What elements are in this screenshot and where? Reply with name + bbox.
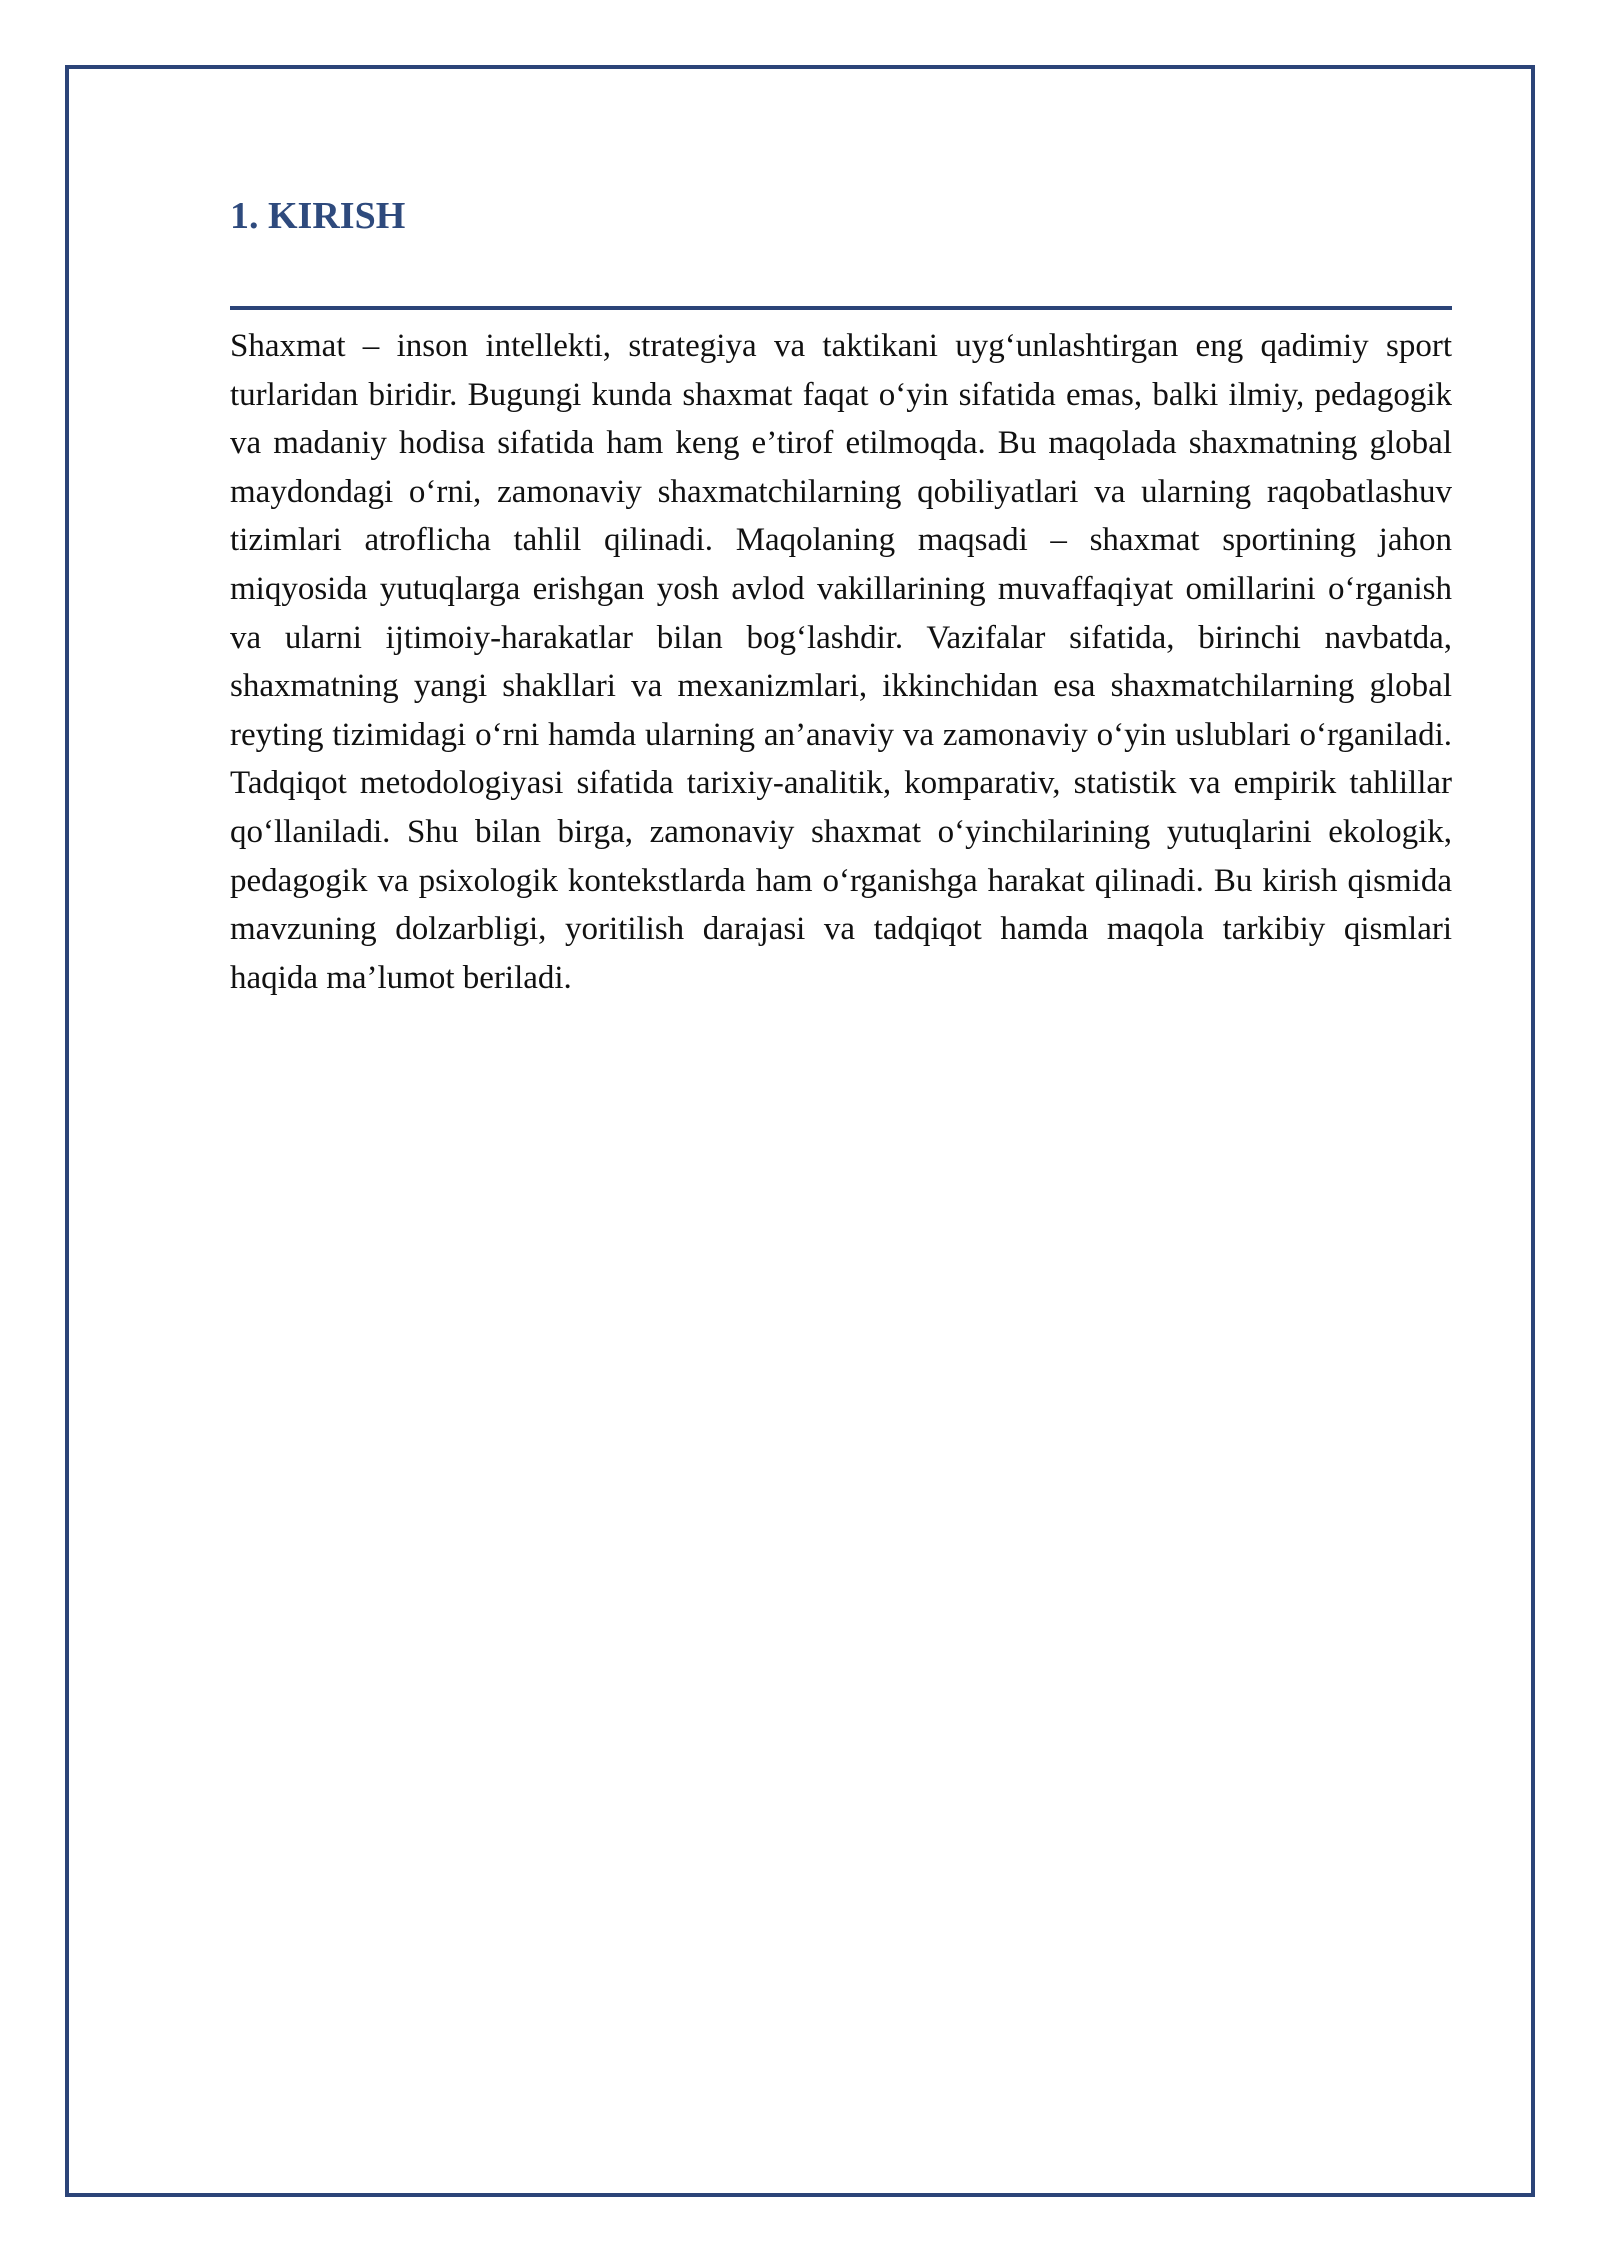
body-paragraph: Shaxmat – inson intellekti, strategiya va taktikani uyg‘unlashtirgan eng qadimiy sport turlaridan biridir. Bugungi kunda shaxmat faqat o‘yin sifatida emas, balki ilmiy, pedagogik va madaniy hodisa sifatida ham keng e’tirof etilmoqda. Bu maqolada shaxmatning global maydondagi o‘rni, zamonaviy shaxmatchilarning qobiliyatlari va ularning raqobatlashuv tizimlari atroflicha tahlil qilinadi. Maqolaning maqsadi – shaxmat sportining jahon miqyosida yutuqlarga erishgan yosh avlod vakillarining muvaffaqiyat omillarini o‘rganish va ularni ijtimoiy-harakatlar bilan bog‘lashdir. Vazifalar sifatida, birinchi navbatda, shaxmatning yangi shakllari va mexanizmlari, ikkinchidan esa shaxmatchilarning global reyting tizimidagi o‘rni hamda ularning an’anaviy va zamonaviy o‘yin uslublari o‘rganiladi. Tadqiqot metodologiyasi sifatida tarixiy-analitik, komparativ, statistik va empirik tahlillar qo‘llaniladi. Shu bilan birga, zamonaviy shaxmat o‘yinchilarining yutuqlarini ekologik, pedagogik va psixologik kontekstlarda ham o‘rganishga harakat qilinadi. Bu kirish qismida mavzuning dolzarbligi, yoritilish darajasi va tadqiqot hamda maqola tarkibiy qismlari haqida ma’lumot beriladi. xyxy=(230,328,1452,996)
section-heading: 1. KIRISH xyxy=(230,195,406,237)
heading-divider xyxy=(230,306,1452,310)
document-content xyxy=(230,188,1452,1002)
